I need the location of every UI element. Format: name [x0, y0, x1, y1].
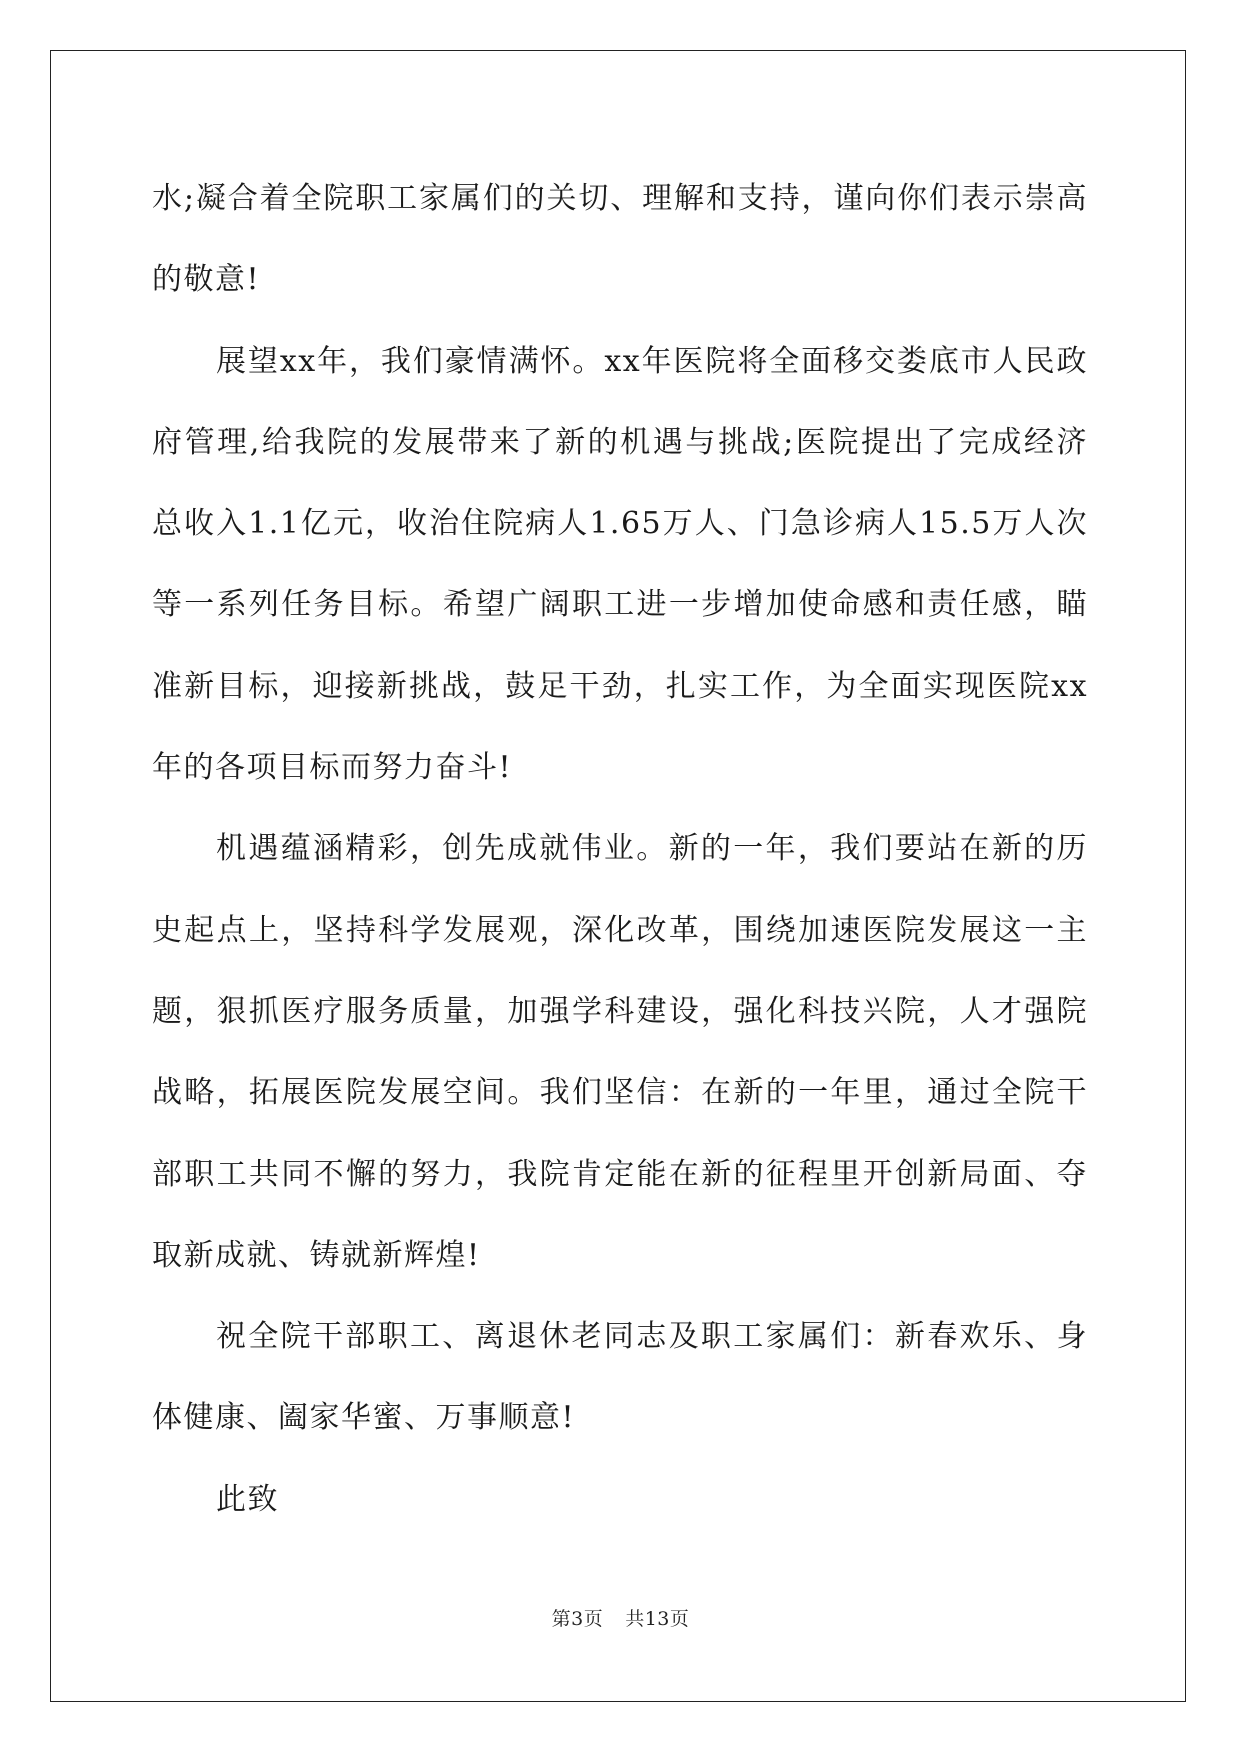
page-footer: [0, 1604, 1241, 1631]
paragraph: 此致: [216, 1481, 279, 1517]
paragraph: 祝全院干部职工、离退休老同志及职工家属们：新春欢乐、身体健康、阖家华蜜、万事顺意!: [152, 1319, 1088, 1436]
paragraph: 水;凝合着全院职工家属们的关切、理解和支持，谨向你们表示崇高的敬意!: [152, 181, 1088, 298]
current-page-number: 第3页: [551, 1608, 604, 1630]
document-body: [152, 158, 1088, 1540]
total-pages: 共13页: [625, 1608, 690, 1630]
paragraph: 机遇蕴涵精彩，创先成就伟业。新的一年，我们要站在新的历史起点上，坚持科学发展观，深化改革，围绕加速医院发展这一主题，狠抓医疗服务质量，加强学科建设，强化科技兴院，人才强院战略，拓展医院发展空间。我们坚信：在新的一年里，通过全院干部职工共同不懈的努力，我院肯定能在新的征程里开创新局面、夺取新成就、铸就新辉煌!: [152, 831, 1088, 1273]
paragraph: 展望xx年，我们豪情满怀。xx年医院将全面移交娄底市人民政府管理,给我院的发展带来了新的机遇与挑战;医院提出了完成经济总收入1.1亿元，收治住院病人1.65万人、门急诊病人15.5万人次等一系列任务目标。希望广阔职工进一步增加使命感和责任感，瞄准新目标，迎接新挑战，鼓足干劲，扎实工作，为全面实现医院xx年的各项目标而努力奋斗!: [152, 343, 1088, 786]
